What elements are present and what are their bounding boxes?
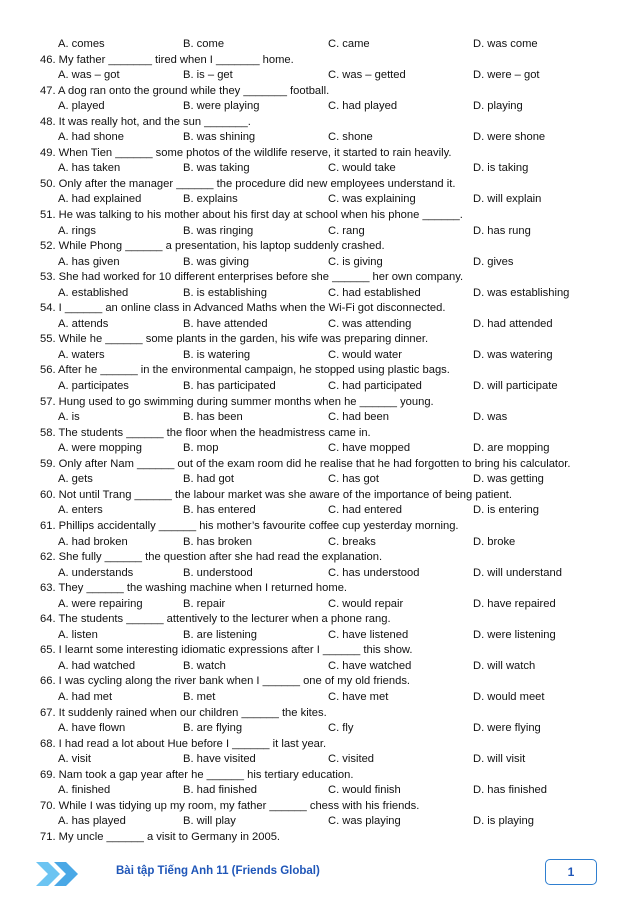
answer-options-row — [40, 130, 620, 146]
option-b: B. watch — [183, 659, 226, 672]
option-d: D. were flying — [473, 722, 541, 735]
option-a: A. had met — [58, 690, 113, 703]
option-d: D. were shone — [473, 131, 546, 144]
option-a: A. had shone — [58, 131, 124, 144]
option-b: B. was taking — [183, 162, 250, 175]
option-d: D. are mopping — [473, 442, 550, 455]
option-b: B. is establishing — [183, 286, 267, 299]
question-stem: 64. The students ______ attentively to the lecturer when a phone rang. — [40, 613, 391, 626]
question-stem: 48. It was really hot, and the sun _______. — [40, 115, 251, 128]
option-d: D. broke — [473, 535, 516, 548]
question-stem: 54. I ______ an online class in Advanced Maths when the Wi-Fi got disconnected. — [40, 302, 446, 315]
option-c: C. had participated — [328, 380, 422, 393]
answer-options-row — [40, 597, 620, 613]
option-b: B. repair — [183, 597, 226, 610]
option-a: A. has played — [58, 815, 126, 828]
page-number-box — [545, 859, 597, 885]
option-c: C. came — [328, 38, 370, 50]
option-c: C. rang — [328, 224, 365, 237]
option-b: B. are listening — [183, 628, 258, 641]
option-c: C. would take — [328, 162, 396, 175]
answer-options-row — [40, 224, 620, 240]
option-c: C. was playing — [328, 815, 401, 828]
option-a: A. had broken — [58, 535, 128, 548]
option-d: D. is taking — [473, 162, 529, 175]
option-d: D. will explain — [473, 193, 542, 206]
question-stem: 52. While Phong ______ a presentation, his laptop suddenly crashed. — [40, 240, 385, 253]
option-d: D. were – got — [473, 69, 540, 82]
option-b: B. are flying — [183, 722, 243, 735]
option-d: D. had attended — [473, 317, 553, 330]
option-d: D. will visit — [473, 753, 526, 766]
question-stem: 53. She had worked for 10 different enterprises before she ______ her own company. — [40, 271, 464, 284]
answer-options-row — [40, 192, 620, 208]
answer-options-row — [40, 690, 620, 706]
option-a: A. have flown — [58, 722, 126, 735]
option-a: A. enters — [58, 504, 103, 517]
question-stem: 67. It suddenly rained when our children ______ the kites. — [40, 706, 327, 719]
option-c: C. was – getted — [328, 69, 406, 82]
question-stem: 61. Phillips accidentally ______ his mother’s favourite coffee cup yesterday morning. — [40, 519, 459, 532]
option-d: D. is playing — [473, 815, 534, 828]
option-d: D. was establishing — [473, 286, 570, 299]
question-stem: 70. While I was tidying up my room, my father ______ chess with his friends. — [40, 799, 420, 812]
question-stem: 57. Hung used to go swimming during summer months when he ______ young. — [40, 395, 434, 408]
option-a: A. attends — [58, 317, 109, 330]
double-chevron-icon — [36, 862, 86, 886]
question-stem: 47. A dog ran onto the ground while they _______ football. — [40, 84, 330, 97]
option-c: C. had established — [328, 286, 421, 299]
option-a: A. understands — [58, 566, 134, 579]
option-b: B. will play — [183, 815, 236, 828]
answer-options-row — [40, 255, 620, 271]
answer-options-row — [40, 535, 620, 551]
option-b: B. come — [183, 38, 225, 50]
option-b: B. had finished — [183, 784, 258, 797]
option-a: A. established — [58, 286, 129, 299]
option-c: C. visited — [328, 753, 375, 766]
option-c: C. would repair — [328, 597, 404, 610]
question-stem: 46. My father _______ tired when I _______ home. — [40, 53, 294, 66]
option-c: C. is giving — [328, 255, 383, 268]
option-d: D. was — [473, 411, 508, 424]
option-c: C. would water — [328, 348, 402, 361]
question-stem: 56. After he ______ in the environmental campaign, he stopped using plastic bags. — [40, 364, 450, 377]
option-b: B. is – get — [183, 69, 233, 82]
option-b: B. explains — [183, 193, 238, 206]
answer-options-row — [40, 348, 620, 364]
option-b: B. was giving — [183, 255, 249, 268]
option-d: D. was watering — [473, 348, 553, 361]
option-a: A. were repairing — [58, 597, 143, 610]
question-stem: 58. The students ______ the floor when the headmistress came in. — [40, 426, 371, 439]
question-stem: 68. I had read a lot about Hue before I ______ it last year. — [40, 737, 327, 750]
answer-options-row — [40, 161, 620, 177]
option-c: C. had been — [328, 411, 389, 424]
option-c: C. had played — [328, 100, 398, 113]
option-d: D. was getting — [473, 473, 544, 486]
option-b: B. have attended — [183, 317, 268, 330]
page-footer — [0, 856, 638, 892]
option-d: D. was come — [473, 38, 538, 50]
option-b: B. has participated — [183, 380, 276, 393]
option-a: A. were mopping — [58, 442, 142, 455]
option-b: B. has broken — [183, 535, 253, 548]
option-d: D. will participate — [473, 380, 558, 393]
answer-options-row — [40, 317, 620, 333]
answer-options-row — [40, 68, 620, 84]
option-b: B. was shining — [183, 131, 256, 144]
option-c: C. have listened — [328, 628, 409, 641]
option-b: B. has entered — [183, 504, 256, 517]
option-c: C. would finish — [328, 784, 401, 797]
answer-options-row — [40, 721, 620, 737]
option-d: D. will understand — [473, 566, 562, 579]
option-a: A. rings — [58, 224, 96, 237]
option-c: C. has got — [328, 473, 379, 486]
answer-options-row — [40, 441, 620, 457]
option-c: C. have met — [328, 690, 389, 703]
answer-options-row — [40, 379, 620, 395]
option-a: A. had explained — [58, 193, 142, 206]
answer-options-row — [40, 659, 620, 675]
exercise-content — [40, 37, 620, 845]
answer-options-row — [40, 503, 620, 519]
option-a: A. listen — [58, 628, 98, 641]
option-d: D. gives — [473, 255, 514, 268]
answer-options-row — [40, 814, 620, 830]
option-b: B. has been — [183, 411, 243, 424]
question-stem: 71. My uncle ______ a visit to Germany in 2005. — [40, 830, 281, 843]
option-d: D. has finished — [473, 784, 548, 797]
answer-options-row — [40, 566, 620, 582]
option-a: A. has taken — [58, 162, 121, 175]
page-number: 1 — [567, 865, 575, 879]
option-b: B. met — [183, 690, 216, 703]
answer-options-row — [40, 410, 620, 426]
question-stem: 59. Only after Nam ______ out of the exam room did he realise that he had forgotten to bring his calculator. — [40, 457, 571, 470]
option-b: B. had got — [183, 473, 235, 486]
option-b: B. were playing — [183, 100, 260, 113]
option-b: B. understood — [183, 566, 253, 579]
answer-options-row — [40, 37, 620, 53]
option-b: B. mop — [183, 442, 219, 455]
option-c: C. have watched — [328, 659, 412, 672]
option-c: C. had entered — [328, 504, 403, 517]
option-b: B. have visited — [183, 753, 256, 766]
question-stem: 65. I learnt some interesting idiomatic expressions after I ______ this show. — [40, 644, 413, 657]
answer-options-row — [40, 99, 620, 115]
answer-options-row — [40, 628, 620, 644]
option-c: C. fly — [328, 722, 354, 735]
option-a: A. participates — [58, 380, 129, 393]
question-stem: 51. He was talking to his mother about his first day at school when his phone ______. — [40, 209, 463, 222]
option-a: A. has given — [58, 255, 120, 268]
option-d: D. would meet — [473, 690, 545, 703]
option-a: A. visit — [58, 753, 91, 766]
option-d: D. is entering — [473, 504, 539, 517]
question-stem: 50. Only after the manager ______ the procedure did new employees understand it. — [40, 177, 456, 190]
option-d: D. playing — [473, 100, 523, 113]
option-c: C. was attending — [328, 317, 412, 330]
option-c: C. shone — [328, 131, 373, 144]
answer-options-row — [40, 783, 620, 799]
option-a: A. comes — [58, 38, 105, 50]
option-b: B. is watering — [183, 348, 251, 361]
question-stem: 69. Nam took a gap year after he ______ his tertiary education. — [40, 768, 354, 781]
question-stem: 55. While he ______ some plants in the garden, his wife was preparing dinner. — [40, 333, 429, 346]
question-stem: 49. When Tien ______ some photos of the wildlife reserve, it started to rain heavily. — [40, 146, 452, 159]
answer-options-row — [40, 286, 620, 302]
option-a: A. waters — [58, 348, 105, 361]
option-c: C. have mopped — [328, 442, 411, 455]
option-a: A. gets — [58, 473, 93, 486]
option-c: C. breaks — [328, 535, 376, 548]
option-b: B. was ringing — [183, 224, 254, 237]
option-d: D. were listening — [473, 628, 556, 641]
option-c: C. has understood — [328, 566, 420, 579]
question-stem: 66. I was cycling along the river bank when I ______ one of my old friends. — [40, 675, 411, 688]
option-d: D. has rung — [473, 224, 531, 237]
option-a: A. was – got — [58, 69, 120, 82]
option-a: A. is — [58, 411, 80, 424]
question-stem: 62. She fully ______ the question after she had read the explanation. — [40, 551, 383, 564]
answer-options-row — [40, 472, 620, 488]
answer-options-row — [40, 752, 620, 768]
footer-book-title: Bài tập Tiếng Anh 11 (Friends Global) — [116, 865, 320, 877]
option-a: A. played — [58, 100, 105, 113]
question-stem: 60. Not until Trang ______ the labour market was she aware of the importance of being patient. — [40, 488, 513, 501]
option-d: D. will watch — [473, 659, 536, 672]
option-a: A. had watched — [58, 659, 136, 672]
question-stem: 63. They ______ the washing machine when I returned home. — [40, 582, 348, 595]
option-d: D. have repaired — [473, 597, 556, 610]
option-a: A. finished — [58, 784, 111, 797]
option-c: C. was explaining — [328, 193, 416, 206]
